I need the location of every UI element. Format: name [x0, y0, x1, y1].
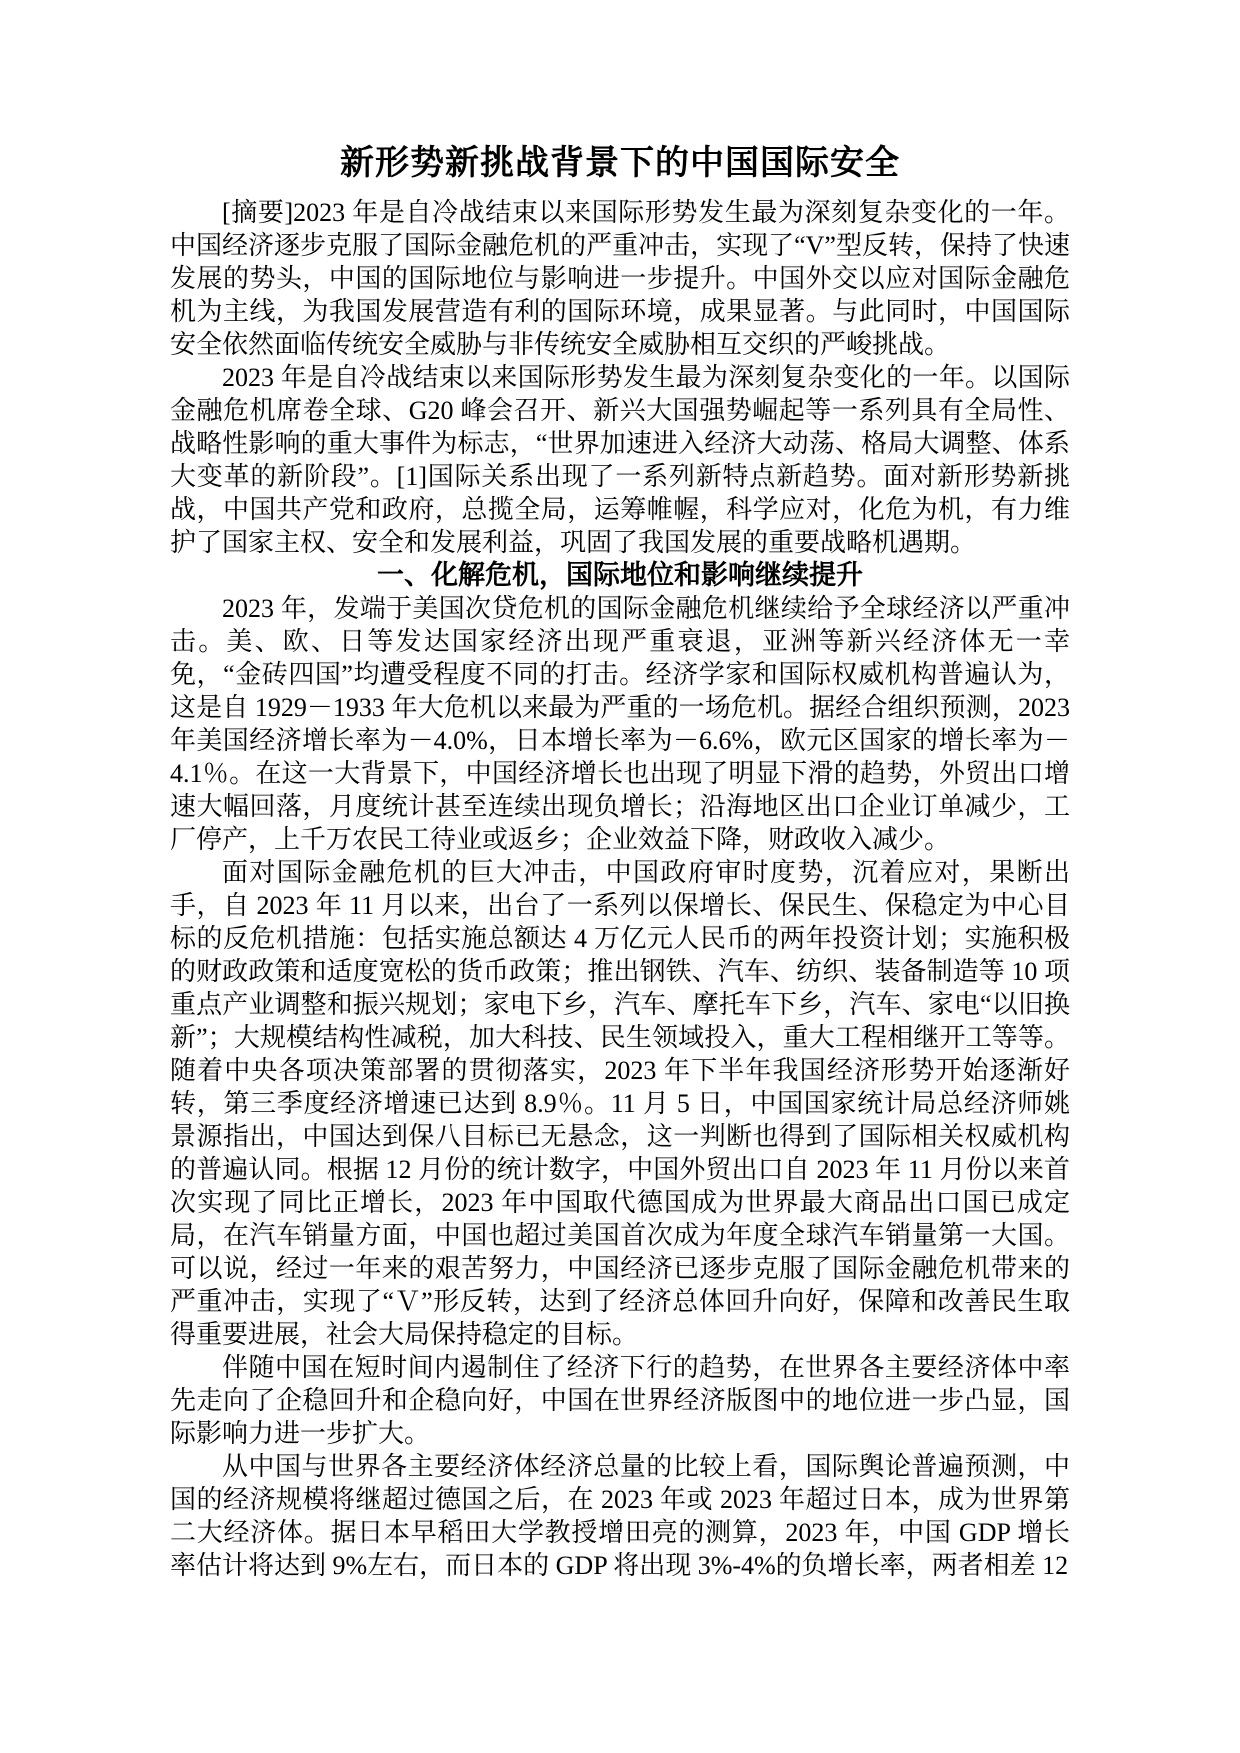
abstract-paragraph: [摘要]2023 年是自冷战结束以来国际形势发生最为深刻复杂变化的一年。中国经济逐步克服了国际金融危机的严重冲击，实现了“V”型反转，保持了快速发展的势头，中国的国际地位与影响进一步提升。中国外交以应对国际金融危机为主线，为我国发展营造有利的国际环境，成果显著。与此同时，中国国际安全依然面临传统安全威胁与非传统安全威胁相互交织的严峻挑战。 — [170, 198, 1070, 359]
section-1-paragraph-4: 从中国与世界各主要经济体经济总量的比较上看，国际舆论普遍预测，中国的经济规模将继超过德国之后，在 2023 年或 2023 年超过日本，成为世界第二大经济体。据日本早稻田大学教授增田亮的测算，2023 年，中国 GDP 增长率估计将达到 9%左右，而日本的 GDP 将出现 3%-4%的负增长率，两者相差 12 — [170, 1452, 1070, 1580]
intro-paragraph: 2023 年是自冷战结束以来国际形势发生最为深刻复杂变化的一年。以国际金融危机席卷全球、G20 峰会召开、新兴大国强势崛起等一系列具有全局性、战略性影响的重大事件为标志，“世界加速进入经济大动荡、格局大调整、体系大变革的新阶段”。[1]国际关系出现了一系列新特点新趋势。面对新形势新挑战，中国共产党和政府，总揽全局，运筹帷幄，科学应对，化危为机，有力维护了国家主权、安全和发展利益，巩固了我国发展的重要战略机遇期。 — [170, 363, 1070, 557]
section-1-paragraph-3: 伴随中国在短时间内遏制住了经济下行的趋势，在世界各主要经济体中率先走向了企稳回升和企稳向好，中国在世界经济版图中的地位进一步凸显，国际影响力进一步扩大。 — [170, 1353, 1070, 1448]
section-1-paragraph-1: 2023 年，发端于美国次贷危机的国际金融危机继续给予全球经济以严重冲击。美、欧、日等发达国家经济出现严重衰退，亚洲等新兴经济体无一幸免，“金砖四国”均遭受程度不同的打击。经济学家和国际权威机构普遍认为，这是自 1929－1933 年大危机以来最为严重的一场危机。据经合组织预测，2023 年美国经济增长率为－4.0%，日本增长率为－6.6%，欧元区国家的增长率为－4.1％。在这一大背景下，中国经济增长也出现了明显下滑的趋势，外贸出口增速大幅回落，月度统计甚至连续出现负增长；沿海地区出口企业订单减少，工厂停产，上千万农民工待业或返乡；企业效益下降，财政收入减少。 — [170, 594, 1070, 854]
section-1-paragraph-2: 面对国际金融危机的巨大冲击，中国政府审时度势，沉着应对，果断出手，自 2023 年 11 月以来，出台了一系列以保增长、保民生、保稳定为中心目标的反危机措施：包括实施总额达 4 万亿元人民币的两年投资计划；实施积极的财政政策和适度宽松的货币政策；推出钢铁、汽车、纺织、装备制造等 10 项重点产业调整和振兴规划；家电下乡，汽车、摩托车下乡，汽车、家电“以旧换新”；大规模结构性减税，加大科技、民生领域投入，重大工程相继开工等等。随着中央各项决策部署的贯彻落实，2023 年下半年我国经济形势开始逐渐好转，第三季度经济增速已达到 8.9％。11 月 5 日，中国国家统计局总经济师姚景源指出，中国达到保八目标已无悬念，这一判断也得到了国际相关权威机构的普遍认同。根据 12 月份的统计数字，中国外贸出口自 2023 年 11 月份以来首次实现了同比正增长，2023 年中国取代德国成为世界最大商品出口国已成定局，在汽车销量方面，中国也超过美国首次成为年度全球汽车销量第一大国。可以说，经过一年来的艰苦努力，中国经济已逐步克服了国际金融危机带来的严重冲击，实现了“Ｖ”形反转，达到了经济总体回升向好，保障和改善民生取得重要进展，社会大局保持稳定的目标。 — [170, 858, 1070, 1349]
section-1-heading: 一、化解危机，国际地位和影响继续提升 — [377, 560, 863, 590]
document-title: 新形势新挑战背景下的中国国际安全 — [340, 145, 900, 182]
